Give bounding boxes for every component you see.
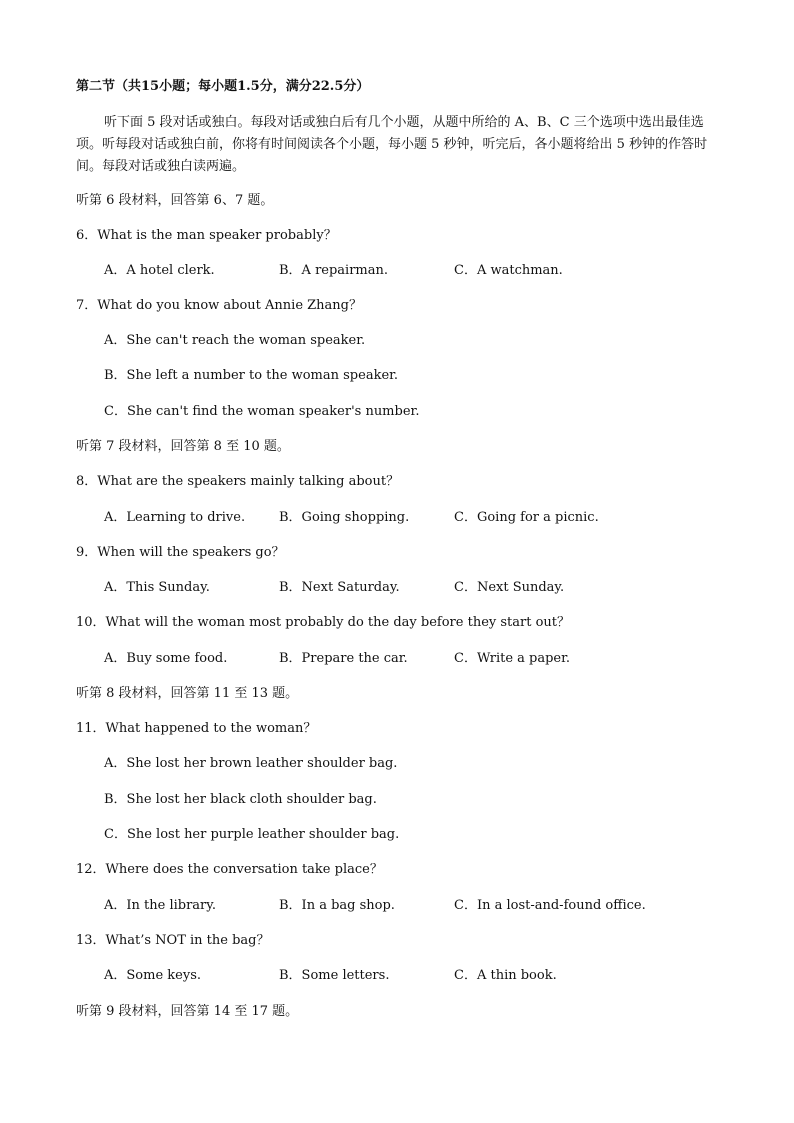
q9-option-c: C．Next Sunday. (454, 580, 565, 595)
q13-option-c: C．A thin book. (454, 968, 557, 983)
group-heading-9: 听第 9 段材料，回答第 14 至 17 题。 (76, 1004, 299, 1019)
q6-option-a: A．A hotel clerk. (104, 263, 215, 278)
question-13: 13．What’s NOT in the bag？ (76, 933, 270, 948)
q11-option-a: A．She lost her brown leather shoulder bag. (104, 756, 398, 771)
question-9: 9．When will the speakers go？ (76, 545, 285, 560)
q8-option-c: C．Going for a picnic. (454, 510, 599, 525)
q7-option-b: B．She left a number to the woman speaker. (104, 368, 399, 383)
q8-option-a: A．Learning to drive. (104, 510, 246, 525)
question-10: 10．What will the woman most probably do the day before they start out？ (76, 615, 570, 630)
q9-option-b: B．Next Saturday. (279, 580, 400, 595)
question-8: 8．What are the speakers mainly talking about？ (76, 474, 400, 489)
group-heading-8: 听第 8 段材料，回答第 11 至 13 题。 (76, 686, 299, 701)
q12-option-b: B．In a bag shop. (279, 898, 395, 913)
q10-option-b: B．Prepare the car. (279, 651, 408, 666)
q11-option-c: C．She lost her purple leather shoulder bag. (104, 827, 400, 842)
q6-option-c: C．A watchman. (454, 263, 563, 278)
q12-option-a: A．In the library. (104, 898, 217, 913)
group-heading-6: 听第 6 段材料，回答第 6、7 题。 (76, 193, 274, 208)
q11-option-b: B．She lost her black cloth shoulder bag. (104, 792, 377, 807)
q7-option-a: A．She can't reach the woman speaker. (104, 333, 366, 348)
group-heading-7: 听第 7 段材料，回答第 8 至 10 题。 (76, 439, 290, 454)
q10-option-a: A．Buy some food. (104, 651, 228, 666)
section-title: 第二节（共15小题；每小题1.5分，满分22.5分） (76, 79, 370, 94)
q10-option-c: C．Write a paper. (454, 651, 571, 666)
question-12: 12．Where does the conversation take place？ (76, 862, 383, 877)
section-instructions: 听下面 5 段对话或独白。每段对话或独白后有几个小题，从题中所给的 A、B、C 三个选项中选出最佳选项。听每段对话或独白前，你将有时间阅读各个小题，每小题 5 秒钟，听完后，各小题将给出 5 秒钟的作答时间。每段对话或独白读两遍。 (76, 115, 708, 174)
q9-option-a: A．This Sunday. (104, 580, 210, 595)
q8-option-b: B．Going shopping. (279, 510, 410, 525)
question-11: 11．What happened to the woman？ (76, 721, 317, 736)
q13-option-a: A．Some keys. (104, 968, 201, 983)
question-6: 6．What is the man speaker probably？ (76, 228, 337, 243)
q13-option-b: B．Some letters. (279, 968, 390, 983)
q7-option-c: C．She can't find the woman speaker's number. (104, 404, 420, 419)
question-7: 7．What do you know about Annie Zhang？ (76, 298, 362, 313)
q12-option-c: C．In a lost-and-found office. (454, 898, 646, 913)
q6-option-b: B．A repairman. (279, 263, 389, 278)
